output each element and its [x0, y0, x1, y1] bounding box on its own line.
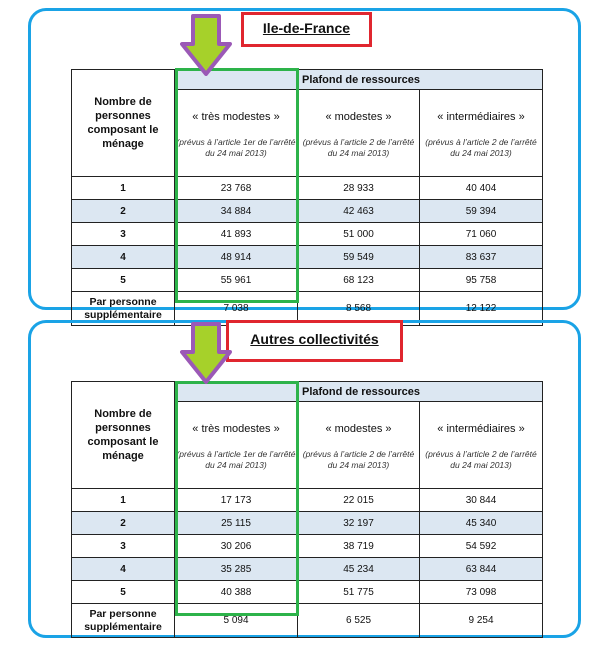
cell-modestes: 28 933 [298, 177, 420, 200]
cell-tres-modestes: 23 768 [175, 177, 298, 200]
cell-modestes: 32 197 [298, 512, 420, 535]
table-row [72, 246, 543, 269]
row-label: 1 [72, 489, 175, 512]
cell-intermediaires: 12 122 [420, 292, 543, 326]
row-label: Par personne supplémentaire [72, 604, 175, 638]
category-note: (prévus à l’article 2 de l’arrêté du 24 mai 2013) [425, 449, 537, 470]
cell-modestes: 38 719 [298, 535, 420, 558]
cell-tres-modestes: 5 094 [175, 604, 298, 638]
down-arrow-icon [180, 322, 232, 384]
category-intermediaires [420, 402, 543, 489]
region-title-box [226, 320, 403, 362]
region-title: Ile-de-France [262, 20, 351, 36]
plafond-header: Plafond de ressources [298, 382, 543, 402]
row-label: 3 [72, 535, 175, 558]
tres-modestes-highlight [175, 68, 299, 303]
category-label: « intermédiaires » [437, 423, 525, 435]
table-row [72, 604, 543, 638]
row-label: 5 [72, 581, 175, 604]
row-label: 1 [72, 177, 175, 200]
row-label: 4 [72, 246, 175, 269]
cell-intermediaires: 63 844 [420, 558, 543, 581]
row-label: 4 [72, 558, 175, 581]
category-intermediaires [420, 90, 543, 177]
cell-modestes: 68 123 [298, 269, 420, 292]
income-ceiling-table [71, 69, 543, 326]
category-label: « modestes » [325, 111, 392, 123]
cell-tres-modestes: 40 388 [175, 581, 298, 604]
table-row [72, 177, 543, 200]
category-modestes [298, 90, 420, 177]
row-label: 5 [72, 269, 175, 292]
category-note: (prévus à l’article 1er de l’arrêté du 24 mai 2013) [176, 137, 296, 158]
cell-intermediaires: 83 637 [420, 246, 543, 269]
cell-modestes: 8 568 [298, 292, 420, 326]
cell-intermediaires: 71 060 [420, 223, 543, 246]
cell-modestes: 22 015 [298, 489, 420, 512]
table-row [72, 200, 543, 223]
cell-intermediaires: 95 758 [420, 269, 543, 292]
region-title-box [241, 12, 372, 47]
table-row [72, 558, 543, 581]
category-label: « très modestes » [192, 111, 280, 123]
table-row [72, 223, 543, 246]
cell-modestes: 6 525 [298, 604, 420, 638]
row-label: 2 [72, 200, 175, 223]
cell-tres-modestes: 34 884 [175, 200, 298, 223]
cell-modestes: 51 000 [298, 223, 420, 246]
cell-intermediaires: 73 098 [420, 581, 543, 604]
income-ceiling-table [71, 381, 543, 638]
plafond-header: Plafond de ressources [298, 70, 543, 90]
cell-intermediaires: 30 844 [420, 489, 543, 512]
cell-intermediaires: 40 404 [420, 177, 543, 200]
cell-tres-modestes: 55 961 [175, 269, 298, 292]
category-label: « modestes » [325, 423, 392, 435]
cell-tres-modestes: 48 914 [175, 246, 298, 269]
household-size-header: Nombre de personnes composant le ménage [72, 382, 175, 489]
cell-modestes: 51 775 [298, 581, 420, 604]
cell-tres-modestes: 30 206 [175, 535, 298, 558]
category-note: (prévus à l’article 2 de l’arrêté du 24 mai 2013) [302, 449, 415, 470]
cell-modestes: 45 234 [298, 558, 420, 581]
table-row [72, 269, 543, 292]
cell-intermediaires: 9 254 [420, 604, 543, 638]
cell-tres-modestes: 25 115 [175, 512, 298, 535]
cell-tres-modestes: 7 038 [175, 292, 298, 326]
household-size-header: Nombre de personnes composant le ménage [72, 70, 175, 177]
cell-tres-modestes: 41 893 [175, 223, 298, 246]
category-label: « intermédiaires » [437, 111, 525, 123]
category-modestes [298, 402, 420, 489]
table-row [72, 489, 543, 512]
row-label: 3 [72, 223, 175, 246]
cell-modestes: 59 549 [298, 246, 420, 269]
down-arrow-icon [180, 14, 232, 76]
cell-intermediaires: 59 394 [420, 200, 543, 223]
cell-modestes: 42 463 [298, 200, 420, 223]
category-label: « très modestes » [192, 423, 280, 435]
cell-tres-modestes: 35 285 [175, 558, 298, 581]
region-title: Autres collectivités [250, 331, 379, 347]
cell-intermediaires: 45 340 [420, 512, 543, 535]
row-label: 2 [72, 512, 175, 535]
cell-intermediaires: 54 592 [420, 535, 543, 558]
table-row [72, 512, 543, 535]
category-note: (prévus à l’article 2 de l’arrêté du 24 mai 2013) [302, 137, 415, 158]
table-row [72, 535, 543, 558]
table-row [72, 581, 543, 604]
row-label: Par personne supplémentaire [72, 292, 175, 326]
category-note: (prévus à l’article 2 de l’arrêté du 24 mai 2013) [425, 137, 537, 158]
tres-modestes-highlight [175, 381, 299, 616]
category-note: (prévus à l’article 1er de l’arrêté du 24 mai 2013) [176, 449, 296, 470]
cell-tres-modestes: 17 173 [175, 489, 298, 512]
